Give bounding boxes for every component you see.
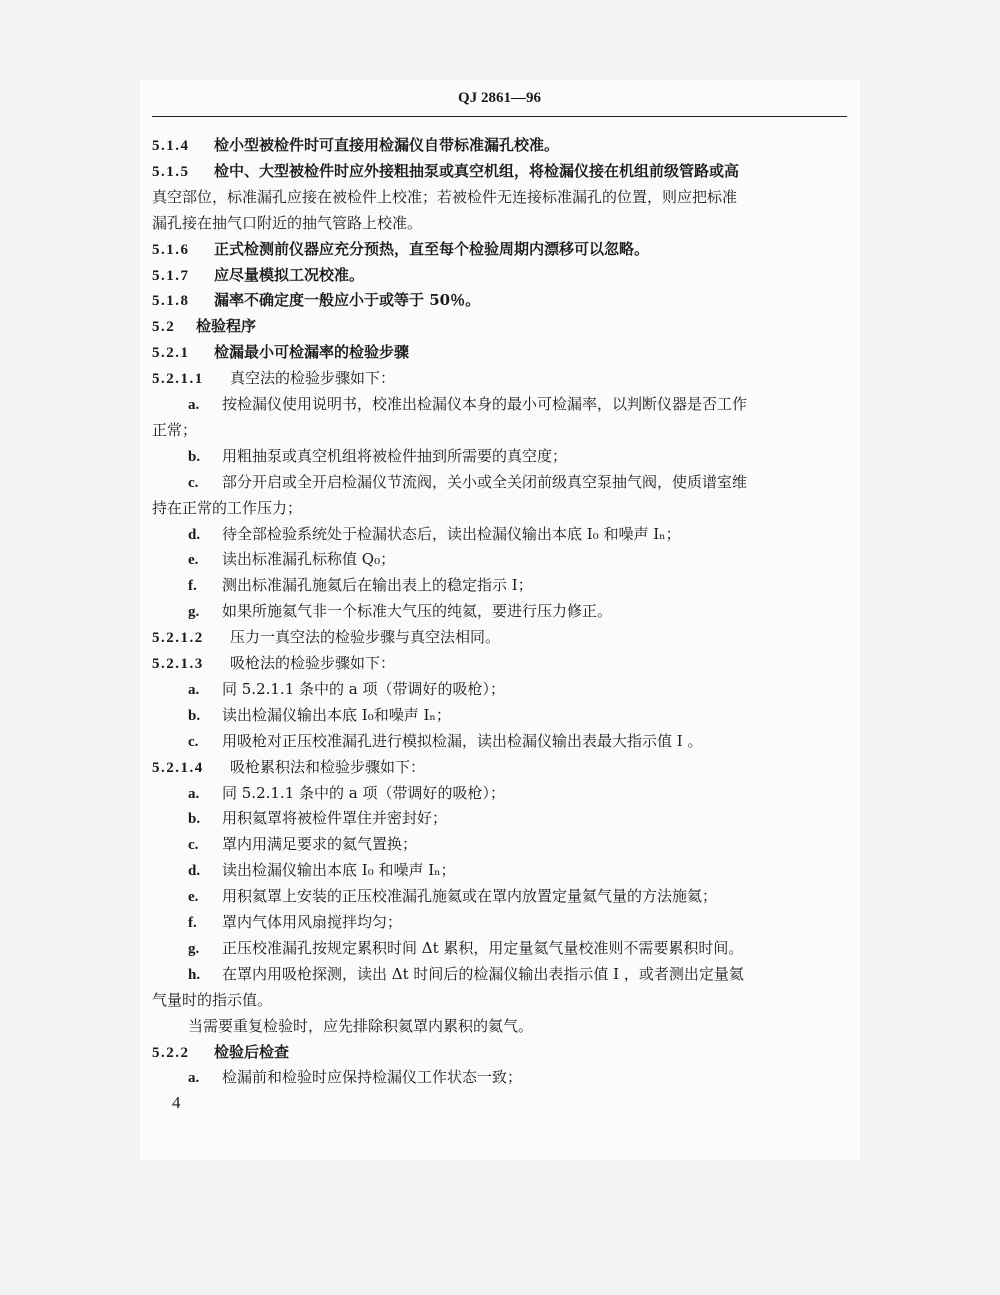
clause-number: 5.2.1.1: [152, 371, 204, 388]
list-item-label: c.: [188, 733, 199, 750]
list-item-label: b.: [188, 707, 201, 724]
list-item-label: e.: [188, 552, 199, 569]
list-item-label: e.: [188, 889, 199, 906]
continuation-line: [152, 420, 852, 440]
clause-number: 5.2.1.3: [152, 656, 204, 672]
clause-number: 5.2.1: [152, 345, 190, 362]
list-item-text: 用积氦罩将被检件罩住并密封好；: [222, 809, 448, 828]
list-item-text: 在罩内用吸枪探测，读出 Δt 时间后的检漏仪输出表指示值 I ，或者测出定量氦: [222, 964, 744, 983]
list-item: [188, 1067, 888, 1088]
clause-number: 5.1.4: [152, 138, 190, 154]
list-item-text: 读出检漏仪输出本底 I₀ 和噪声 Iₙ；: [222, 861, 456, 880]
page-number: 4: [172, 1093, 181, 1112]
list-item: [188, 783, 888, 804]
list-item-text: 用吸枪对正压校准漏孔进行模拟检漏，读出检漏仪输出表最大指示值 I 。: [222, 731, 703, 750]
list-item: [188, 601, 888, 622]
list-item-label: c.: [188, 474, 199, 491]
list-item-label: c.: [188, 837, 199, 854]
clause-line: [152, 161, 852, 182]
list-item-label: b.: [188, 448, 201, 465]
list-item-text: 部分开启或全开启检漏仪节流阀，关小或全关闭前级真空泵抽气阀，使质谱室维: [222, 472, 748, 491]
list-item: [188, 731, 888, 752]
clause-number: 5.1.8: [152, 293, 190, 310]
list-item-text: 读出检漏仪输出本底 I₀和噪声 Iₙ；: [222, 705, 451, 724]
list-item-text: 测出标准漏孔施氦后在输出表上的稳定指示 I；: [222, 576, 533, 595]
list-item-label: g.: [188, 940, 200, 957]
clause-text: 检验程序: [196, 317, 257, 336]
line-text: 漏孔接在抽气口附近的抽气管路上校准。: [152, 213, 423, 232]
list-item-text: 罩内用满足要求的氦气置换；: [222, 835, 418, 854]
list-item-label: a.: [188, 1070, 200, 1087]
clause-line: [152, 239, 852, 260]
line-text: 当需要重复检验时，应先排除积氦罩内累积的氦气。: [188, 1016, 534, 1035]
list-item: [188, 679, 888, 700]
list-item-text: 用粗抽泵或真空机组将被检件抽到所需要的真空度；: [222, 446, 568, 465]
clause-number: 5.2.1.2: [152, 630, 204, 647]
line-text: 持在正常的工作压力；: [152, 498, 303, 517]
clause-number: 5.1.5: [152, 163, 190, 180]
list-item-text: 读出标准漏孔标称值 Q₀；: [222, 550, 396, 569]
clause-text: 真空法的检验步骤如下：: [230, 369, 396, 388]
list-item: [188, 524, 888, 545]
continuation-line: [152, 990, 852, 1010]
clause-line: [152, 265, 852, 286]
continuation-line: [152, 187, 852, 207]
line-text: 正常；: [152, 420, 198, 439]
clause-text: 检漏最小可检漏率的检验步骤: [214, 343, 410, 362]
list-item-text: 同 5.2.1.1 条中的 a 项（带调好的吸枪）；: [222, 679, 505, 698]
continuation-line: [152, 498, 852, 518]
clause-line: [152, 757, 852, 778]
clause-line: [152, 627, 852, 648]
list-item-text: 如果所施氦气非一个标准大气压的纯氦，要进行压力修正。: [222, 602, 613, 621]
clause-text: 漏率不确定度一般应小于或等于 50％。: [214, 291, 481, 310]
clause-number: 5.2: [152, 319, 176, 336]
list-item-label: b.: [188, 811, 201, 828]
clause-text: 检验后检查: [214, 1042, 290, 1061]
list-item: [188, 834, 888, 855]
clause-line: [152, 135, 852, 156]
document-header: QJ 2861—96: [458, 90, 541, 106]
list-item-text: 正压校准漏孔按规定累积时间 Δt 累积，用定量氦气量校准则不需要累积时间。: [222, 938, 744, 957]
clause-text: 检小型被检件时可直接用检漏仪自带标准漏孔校准。: [214, 136, 560, 154]
line-text: 气量时的指示值。: [152, 990, 273, 1009]
list-item-text: 同 5.2.1.1 条中的 a 项（带调好的吸枪）；: [222, 783, 505, 802]
clause-line: [152, 368, 852, 389]
list-item-text: 用积氦罩上安装的正压校准漏孔施氦或在罩内放置定量氦气量的方法施氦；: [222, 887, 718, 906]
clause-line: [152, 290, 852, 311]
list-item-label: f.: [188, 915, 197, 931]
clause-text: 应尽量模拟工况校准。: [214, 265, 365, 284]
clause-number: 5.2.2: [152, 1044, 190, 1061]
clause-text: 检中、大型被检件时应外接粗抽泵或真空机组，将检漏仪接在机组前级管路或高: [214, 161, 740, 180]
line-text: 真空部位，标准漏孔应接在被检件上校准；若被检件无连接标准漏孔的位置，则应把标准: [152, 187, 738, 206]
list-item-label: a.: [188, 681, 200, 698]
list-item: [188, 394, 888, 415]
header-rule: [152, 116, 847, 117]
clause-text: 吸枪法的检验步骤如下：: [230, 654, 396, 672]
list-item: [188, 886, 888, 907]
continuation-line: [152, 213, 852, 233]
list-item-text: 按检漏仪使用说明书，校准出检漏仪本身的最小可检漏率，以判断仪器是否工作: [222, 395, 748, 413]
list-item: [188, 549, 888, 570]
list-item-label: f.: [188, 578, 197, 595]
list-item-text: 检漏前和检验时应保持检漏仪工作状态一致；: [222, 1068, 523, 1087]
list-item-label: d.: [188, 863, 201, 880]
list-item-label: a.: [188, 785, 200, 802]
clause-line: [152, 342, 852, 363]
list-item-label: a.: [188, 397, 200, 413]
list-item-text: 罩内气体用风扇搅拌均匀；: [222, 913, 403, 931]
paragraph-line: [188, 1016, 888, 1036]
list-item: [188, 808, 888, 829]
list-item: [188, 705, 888, 726]
list-item-text: 待全部检验系统处于检漏状态后，读出检漏仪输出本底 I₀ 和噪声 Iₙ；: [222, 524, 681, 543]
list-item: [188, 912, 888, 933]
clause-text: 吸枪累积法和检验步骤如下：: [230, 757, 426, 776]
clause-text: 压力一真空法的检验步骤与真空法相同。: [230, 628, 501, 647]
list-item: [188, 860, 888, 881]
clause-line: [152, 653, 852, 674]
clause-number: 5.1.7: [152, 267, 190, 284]
list-item: [188, 575, 888, 596]
list-item-label: g.: [188, 604, 200, 621]
list-item: [188, 472, 888, 493]
list-item-label: h.: [188, 966, 201, 983]
clause-line: [152, 316, 852, 337]
list-item: [188, 964, 888, 985]
clause-number: 5.2.1.4: [152, 759, 204, 776]
list-item: [188, 446, 888, 467]
clause-number: 5.1.6: [152, 241, 190, 258]
clause-line: [152, 1042, 852, 1063]
clause-text: 正式检测前仪器应充分预热，直至每个检验周期内漂移可以忽略。: [214, 239, 650, 258]
list-item: [188, 938, 888, 959]
list-item-label: d.: [188, 526, 201, 543]
